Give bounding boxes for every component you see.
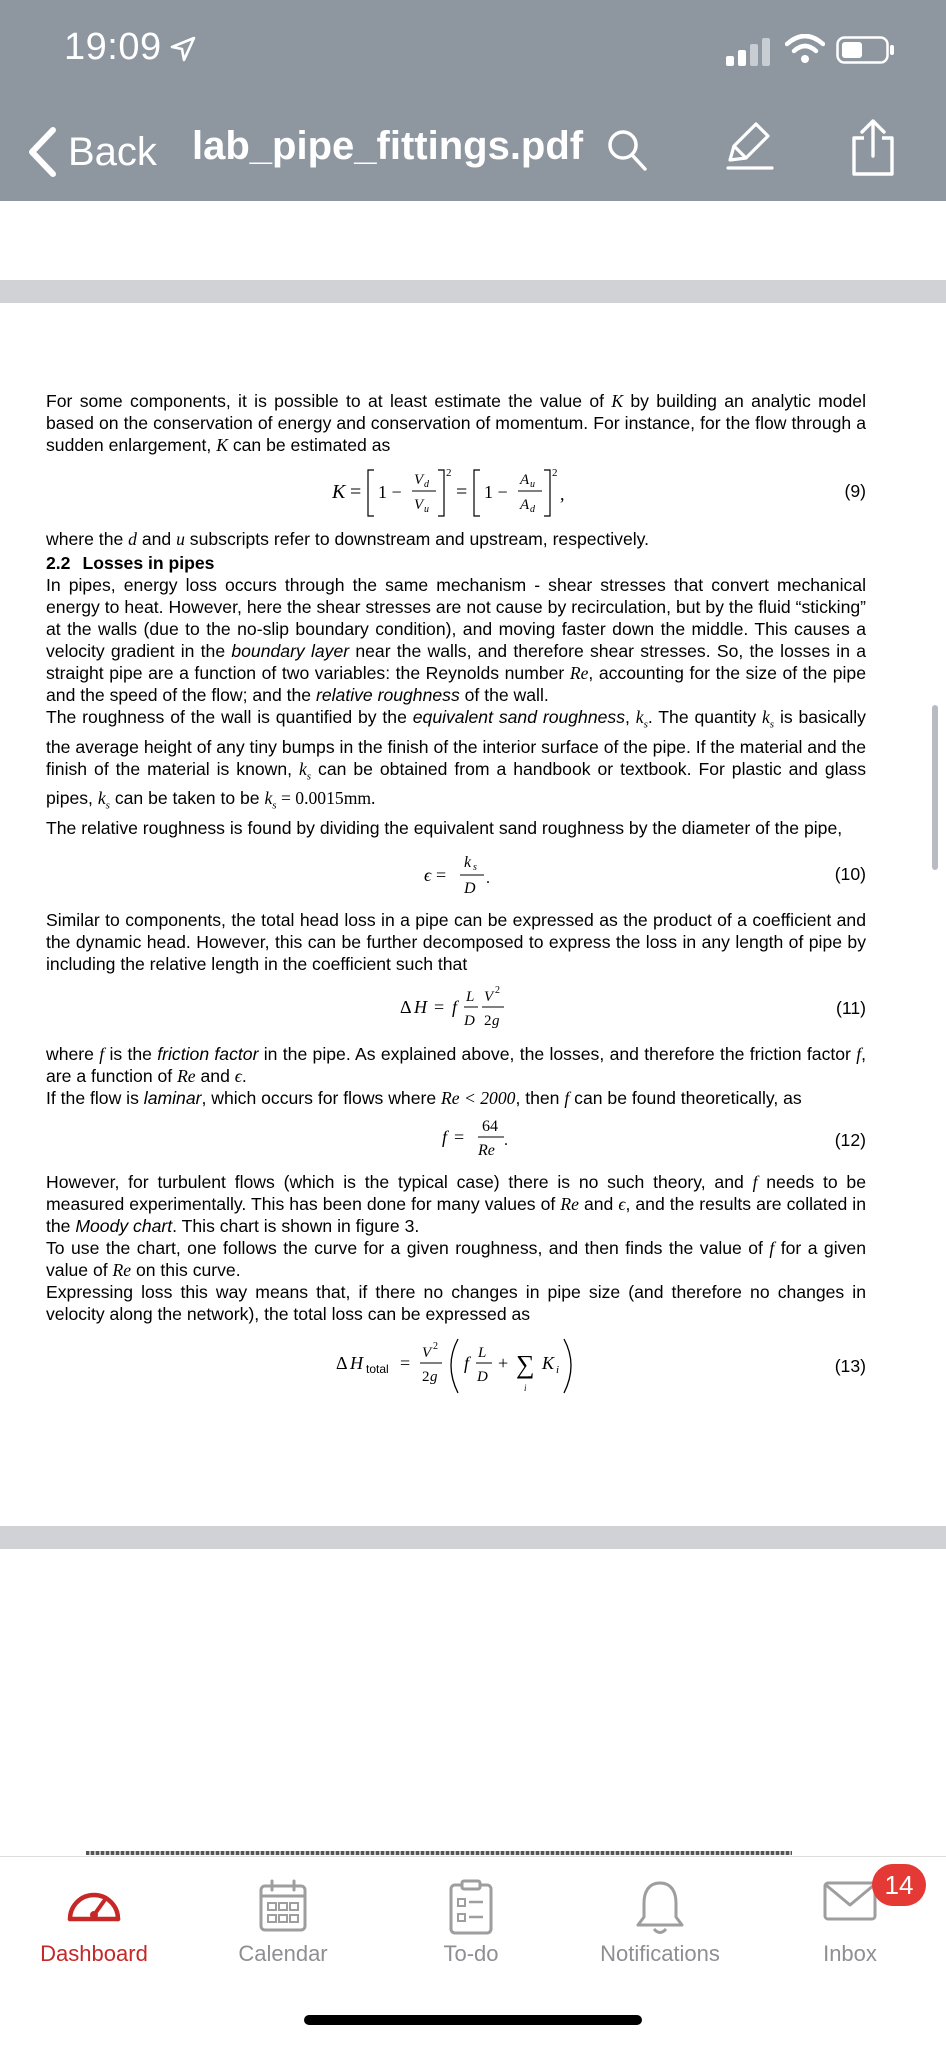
tab-calendar[interactable] [193, 1857, 373, 1987]
equation-9-formula [332, 460, 592, 524]
svg-text:V: V [414, 497, 424, 513]
equation-10-formula [424, 845, 504, 905]
svg-text:=: = [400, 1352, 411, 1373]
back-button[interactable] [26, 120, 157, 184]
paragraph: For some components, it is possible to at least estimate the value of K by building an analytic model based on the conservation of energy and conservation of momentum. For instance, for the flow through a sudden enlargement, K can be estimated as [46, 391, 866, 455]
svg-text:=: = [456, 481, 468, 503]
svg-text:i: i [524, 1382, 527, 1393]
svg-text:2: 2 [422, 1368, 430, 1385]
equation-13 [46, 1325, 866, 1405]
equation-11-formula [400, 979, 540, 1039]
home-indicator[interactable] [304, 2015, 642, 2025]
signal-icon [726, 38, 770, 66]
svg-text:A: A [520, 472, 530, 488]
svg-text:=: = [350, 481, 362, 503]
top-bar [0, 0, 946, 201]
paragraph: The roughness of the wall is quantified by the equivalent sand roughness, $k_s$. The quantity $k_s$ is basically the average height of any tiny bumps in the finish of the interior surface of the pipe. If the material and the finish of the material is known, $k_s$ can be obtained from a handbook or textbook. For plastic and glass pipes, $k_s$ can be taken to be $k_s = 0.0015mm$. [46, 707, 867, 812]
svg-text:H: H [414, 996, 427, 1017]
equation-number: (11) [836, 997, 866, 1018]
svg-text:f: f [442, 1126, 448, 1147]
wifi-icon [785, 34, 825, 64]
tab-label: Inbox [823, 1941, 877, 1966]
share-icon[interactable] [848, 118, 898, 178]
svg-text:total: total [366, 1361, 389, 1376]
svg-text:L: L [466, 988, 475, 1005]
svg-text:D: D [477, 1368, 488, 1385]
tab-label: Dashboard [40, 1941, 148, 1966]
equation-11 [46, 975, 866, 1043]
equation-number: (12) [834, 1129, 866, 1150]
paragraph: The relative roughness is found by dividing the equivalent sand roughness by the diameter of the pipe, [46, 817, 843, 838]
tab-label: Notifications [600, 1941, 720, 1966]
svg-text:1 −: 1 − [378, 482, 402, 502]
highlighter-icon[interactable] [726, 120, 774, 172]
svg-text:1 −: 1 − [484, 482, 508, 502]
paragraph: Expressing loss this way means that, if there no changes in pipe size (and therefore no changes in velocity along the network), the total loss can be expressed as [46, 1281, 866, 1324]
pdf-page[interactable] [46, 390, 866, 1405]
search-icon[interactable] [606, 128, 648, 172]
svg-text:i: i [556, 1363, 560, 1376]
svg-text:k: k [464, 853, 472, 871]
equation-number: (9) [844, 481, 866, 501]
paragraph: To use the chart, one follows the curve for a given roughness, and then finds the value of f for a given value of Re on this curve. [46, 1237, 866, 1280]
page-separator [0, 280, 946, 303]
svg-text:u: u [424, 504, 429, 515]
equation-number: (13) [834, 1355, 866, 1376]
svg-text:+: + [498, 1352, 509, 1373]
inbox-badge: 14 [872, 1864, 926, 1906]
svg-text:H: H [350, 1352, 363, 1373]
svg-text:Δ: Δ [336, 1352, 348, 1373]
speedometer-icon [64, 1879, 124, 1931]
svg-text:V: V [484, 988, 494, 1005]
svg-text:=: = [434, 996, 445, 1017]
page-separator [0, 1526, 946, 1549]
equation-12-formula [442, 1111, 532, 1169]
svg-text:2: 2 [484, 1012, 492, 1029]
svg-text:D: D [464, 879, 476, 897]
back-label: Back [68, 129, 157, 174]
section-heading: 2.2 Losses in pipes [46, 553, 215, 573]
paragraph: If the flow is laminar, which occurs for flows where Re < 2000, then f can be found theoretically, as [46, 1087, 802, 1108]
equation-number: (10) [834, 863, 866, 884]
svg-text:u: u [530, 479, 535, 490]
svg-text:K: K [332, 481, 346, 503]
equation-12 [46, 1109, 866, 1171]
paragraph: where the d and u subscripts refer to downstream and upstream, respectively. [46, 529, 650, 549]
next-page-peek [86, 1851, 792, 1855]
paragraph: where f is the friction factor in the pipe. As explained above, the losses, and therefore the friction factor f, are a function of Re and ϵ. [46, 1043, 867, 1086]
svg-text:D: D [464, 1012, 475, 1029]
envelope-icon [822, 1879, 878, 1923]
paragraph: Similar to components, the total head loss in a pipe can be expressed as the product of a coefficient and the dynamic head. However, this can be further decomposed to express the loss in any length of pipe by including the relative length in the coefficient such that [46, 909, 866, 974]
scrollbar-thumb[interactable] [932, 705, 938, 870]
svg-text:.: . [504, 1131, 508, 1149]
battery-icon [836, 36, 896, 64]
clipboard-icon [448, 1879, 494, 1935]
equation-13-formula [336, 1331, 616, 1401]
chevron-left-icon [26, 126, 58, 178]
svg-text:.: . [486, 869, 490, 887]
svg-text:=: = [454, 1126, 465, 1147]
svg-text:d: d [424, 479, 429, 490]
tab-todo[interactable] [381, 1857, 561, 1987]
equation-9 [46, 456, 866, 528]
svg-text:Re: Re [478, 1141, 495, 1159]
status-time: 19:09 [64, 26, 162, 68]
tab-notifications[interactable] [570, 1857, 750, 1987]
tab-dashboard[interactable] [4, 1857, 184, 1987]
svg-text:2: 2 [495, 984, 500, 996]
svg-text:f: f [464, 1352, 470, 1373]
svg-text:2: 2 [446, 467, 452, 479]
svg-text:K: K [542, 1352, 555, 1373]
calendar-icon [258, 1879, 308, 1933]
equation-10 [46, 839, 866, 909]
svg-text:g: g [430, 1368, 438, 1385]
svg-text:f: f [452, 996, 458, 1017]
svg-text:=: = [436, 864, 447, 885]
svg-text:ϵ: ϵ [424, 864, 432, 885]
tab-label: To-do [443, 1941, 499, 1966]
svg-text:∑: ∑ [516, 1349, 535, 1379]
bell-icon [634, 1879, 686, 1937]
svg-text:Δ: Δ [400, 996, 412, 1017]
tab-label: Calendar [238, 1941, 328, 1966]
document-title: lab_pipe_fittings.pdf [192, 124, 584, 168]
svg-text:V: V [414, 472, 424, 488]
svg-text:d: d [530, 504, 535, 515]
svg-text:64: 64 [482, 1117, 498, 1135]
paragraph: In pipes, energy loss occurs through the same mechanism - shear stresses that convert mechanical energy to heat. However, here the shear stresses are not cause by recirculation, but by the fluid “sticking” at the walls (due to the no-slip boundary condition), and moving faster down the middle. This causes a velocity gradient in the boundary layer near the walls, and therefore shear stresses. So, the losses in a straight pipe are a function of two variables: the Reynolds number Re, accounting for the size of the pipe and the speed of the flow; and the relative roughness of the wall. [46, 575, 867, 705]
svg-text:,: , [560, 484, 565, 504]
svg-text:2: 2 [552, 467, 558, 479]
svg-text:V: V [422, 1344, 432, 1361]
svg-text:s: s [473, 861, 477, 873]
svg-text:L: L [478, 1344, 487, 1361]
svg-text:g: g [492, 1012, 500, 1029]
svg-text:A: A [520, 497, 530, 513]
paragraph: However, for turbulent flows (which is the typical case) there is no such theory, and f needs to be measured experimentally. This has been done for many values of Re and ϵ, and the results are collated in the Moody chart. This chart is shown in figure 3. [46, 1171, 867, 1236]
location-arrow-icon [170, 36, 196, 62]
svg-text:2: 2 [433, 1340, 438, 1352]
